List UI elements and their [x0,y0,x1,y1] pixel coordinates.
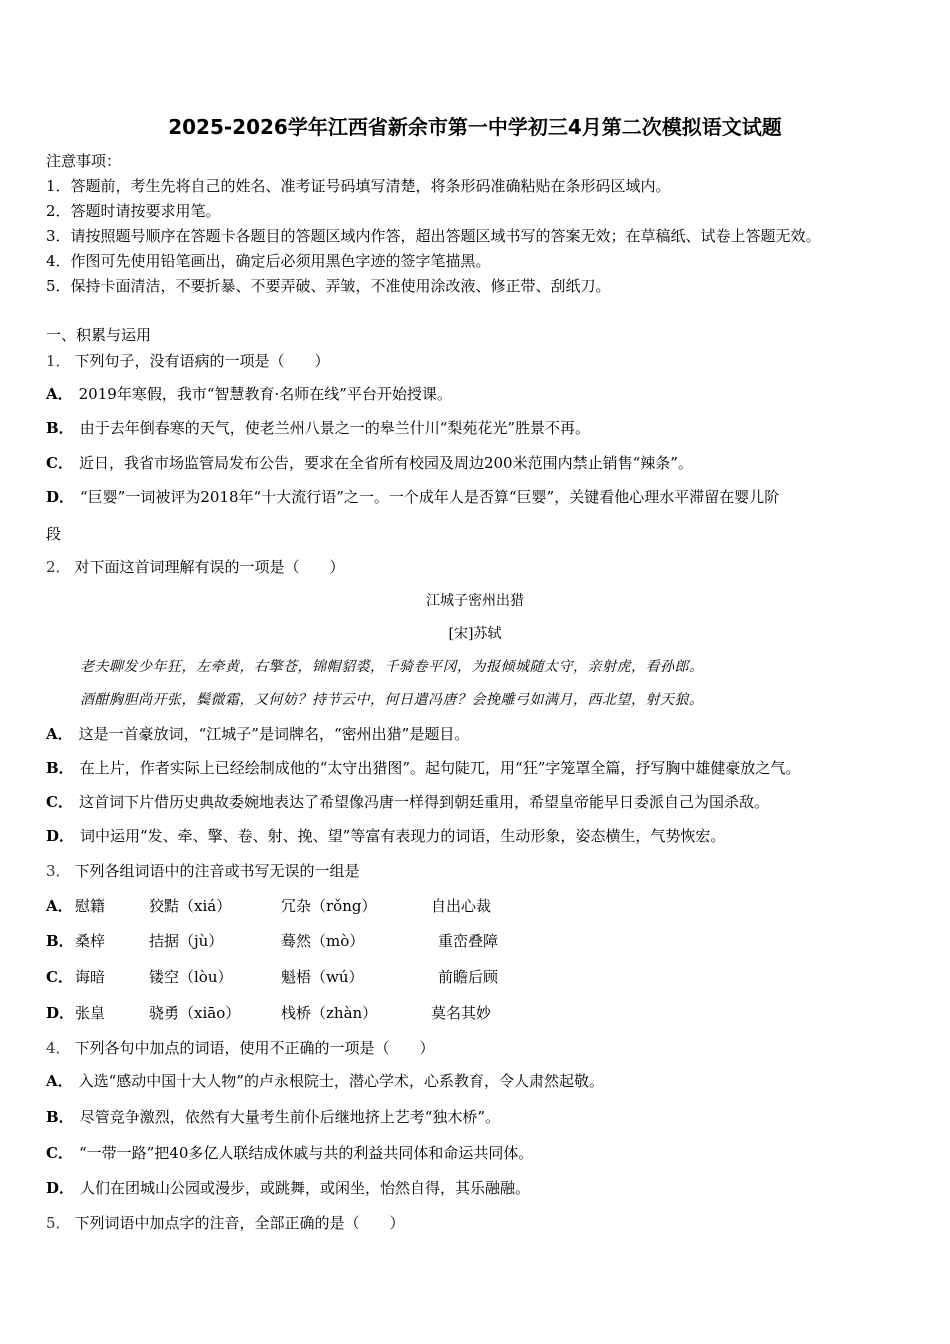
q2-option-a [46,724,469,744]
question-2 [46,557,345,577]
question-stem: 下列句子，没有语病的一项是（ ） [74,352,330,370]
option-text: 人们在团城山公园或漫步，或跳舞，或闲坐，怡然自得，其乐融融。 [80,1179,531,1197]
option-text: 这是一首豪放词，“江城子”是词牌名，“密州出猎”是题目。 [78,725,470,743]
notice-item: 3．请按照题号顺序在答题卡各题目的答题区域内作答，超出答题区域书写的答案无效；在草稿纸、试卷上答题无效。 [46,227,821,245]
word: 慰籍 [75,897,106,915]
option-text: 2019年寒假，我市“智慧教育·名师在线”平台开始授课。 [78,385,452,403]
question-4 [46,1038,435,1058]
q4-option-a [46,1071,604,1091]
option-label: D． [46,1004,75,1022]
question-stem: 对下面这首词理解有误的一项是（ ） [74,558,345,576]
option-text: “一带一路”把40多亿人联结成休戚与共的利益共同体和命运共同体。 [78,1144,534,1162]
option-label: B． [46,759,74,777]
q4-option-c [46,1143,533,1163]
option-label: C． [46,793,73,811]
option-label: C． [46,454,73,472]
q1-option-d-continued: 段 [46,525,62,543]
word: 莫名其妙 [431,1004,492,1022]
question-number: 2． [46,558,71,576]
word: 拮据（jù） [149,932,224,950]
word: 狡黠（xiá） [149,897,232,915]
option-text: 在上片，作者实际上已经绘制成他的“太守出猎图”。起句陡兀，用“狂”字笼罩全篇，抒写胸中雄健豪放之气。 [79,759,801,777]
option-text: “巨婴”一词被评为2018年“十大流行语”之一。一个成年人是否算“巨婴”，关键看他心理水平滞留在婴儿阶 [80,488,780,506]
notice-item: 2．答题时请按要求用笔。 [46,202,221,220]
question-number: 1． [46,352,71,370]
q1-option-d [46,487,779,507]
notice-heading: 注意事项： [46,152,122,170]
word: 冗杂（rǒng） [281,897,377,915]
word: 诲暗 [75,968,106,986]
question-stem: 下列各组词语中的注音或书写无误的一组是 [74,862,360,880]
notice-item: 1．答题前，考生先将自己的姓名、准考证号码填写清楚，将条形码准确粘贴在条形码区域内。 [46,177,671,195]
q2-option-c [46,792,769,812]
poem-author: [宋]苏轼 [448,626,502,642]
page-title: 2025-2026学年江西省新余市第一中学初三4月第二次模拟语文试题 [168,115,782,139]
option-label: A． [46,1072,73,1090]
word: 栈桥（zhàn） [281,1004,378,1022]
question-3 [46,861,360,881]
question-1 [46,351,330,371]
question-stem: 下列词语中加点字的注音，全部正确的是（ ） [74,1214,405,1232]
poem-title: 江城子密州出猎 [426,593,524,609]
option-label: C． [46,1144,73,1162]
q2-option-d [46,826,725,846]
option-label: B． [46,419,74,437]
option-label: D． [46,488,75,506]
question-number: 4． [46,1039,71,1057]
section-heading: 一、积累与运用 [46,326,152,344]
option-label: A． [46,725,73,743]
q4-option-b [46,1107,500,1127]
option-label: D． [46,827,75,845]
question-stem: 下列各句中加点的词语，使用不正确的一项是（ ） [74,1039,435,1057]
question-number: 5． [46,1214,71,1232]
option-label: B． [46,1108,74,1126]
option-text: 由于去年倒春寒的天气，使老兰州八景之一的皋兰什川“梨苑花光”胜景不再。 [79,419,591,437]
option-label: A． [46,385,73,403]
option-text: 词中运用“发、牵、擎、卷、射、挽、望”等富有表现力的词语，生动形象，姿态横生，气势恢宏。 [80,827,726,845]
option-label: C． [46,968,73,986]
word: 重峦叠障 [438,932,499,950]
word: 魁梧（wú） [281,968,364,986]
q4-option-d [46,1178,530,1198]
notice-item: 5．保持卡面清洁，不要折暴、不要弄破、弄皱，不准使用涂改液、修正带、刮纸刀。 [46,277,611,295]
word: 张皇 [75,1004,106,1022]
option-label: D． [46,1179,75,1197]
word: 蓦然（mò） [281,932,365,950]
q2-option-b [46,758,800,778]
option-text: 这首词下片借历史典故委婉地表达了希望像冯唐一样得到朝廷重用，希望皇帝能早日委派自己为国杀敌。 [78,793,769,811]
word: 前瞻后顾 [438,968,499,986]
word: 镂空（lòu） [149,968,233,986]
word: 自出心裁 [431,897,492,915]
question-number: 3． [46,862,71,880]
q1-option-b [46,418,590,438]
option-label: A． [46,897,73,915]
poem-line: 酒酣胸胆尚开张，鬓微霜，又何妨？持节云中，何日遣冯唐？会挽雕弓如满月，西北望，射天狼。 [80,692,704,708]
notice-item: 4．作图可先使用铅笔画出，确定后必须用黑色字迹的签字笔描黑。 [46,252,491,270]
option-label: B． [46,932,74,950]
q1-option-c [46,453,693,473]
option-text: 尽管竞争激烈，依然有大量考生前仆后继地挤上艺考“独木桥”。 [79,1108,501,1126]
option-text: 入选“感动中国十大人物”的卢永根院士，潜心学术，心系教育，令人肃然起敬。 [78,1072,604,1090]
poem-line: 老夫聊发少年狂，左牵黄，右擎苍，锦帽貂裘，千骑卷平冈，为报倾城随太守，亲射虎，看孙郎。 [80,659,704,675]
option-text: 近日，我省市场监管局发布公告，要求在全省所有校园及周边200米范围内禁止销售“辣条”。 [78,454,693,472]
q1-option-a [46,384,452,404]
question-5 [46,1213,405,1233]
word: 桑梓 [75,932,106,950]
word: 骁勇（xiāo） [149,1004,241,1022]
